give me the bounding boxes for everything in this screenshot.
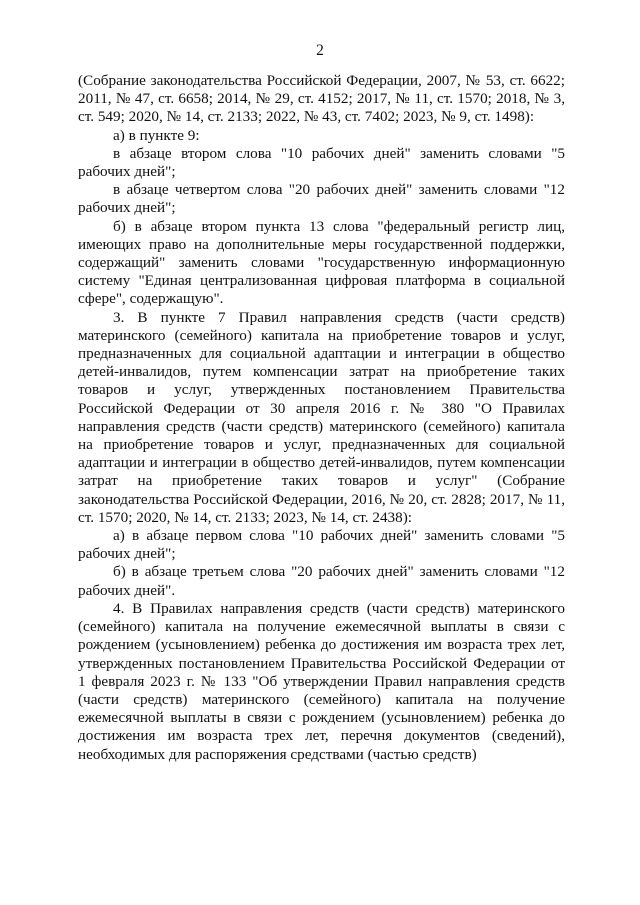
paragraph-item-3: 3. В пункте 7 Правил направления средств (части средств) материнского (семейного) капитала на приобретение товаров и услуг, предназначенных для социальной адаптации и интеграции в общество детей-инвалидов, путем компенсации затрат на приобретение таких товаров и услуг, утвержденных постановлением Правительства Российской Федерации от 30 апреля 2016 г. № 380 "О Правилах направления средств (части средств) материнского (семейного) капитала на приобретение товаров и услуг, предназначенных для социальной адаптации и интеграции в общество детей-инвалидов, путем компенсации затрат на приобретение таких товаров и услуг" (Собрание законодательства Российской Федерации, 2016, № 20, ст. 2828; 2017, № 11, ст. 1570; 2020, № 14, ст. 2133; 2023, № 14, ст. 2438): (78, 308, 565, 526)
paragraph-item-3-subitem-b: б) в абзаце третьем слова "20 рабочих дней" заменить словами "12 рабочих дней". (78, 563, 565, 599)
document-body (78, 72, 565, 764)
paragraph-fourth-subparagraph-change: в абзаце четвертом слова "20 рабочих дней" заменить словами "12 рабочих дней"; (78, 181, 565, 217)
paragraph-item-3-subitem-a: а) в абзаце первом слова "10 рабочих дней" заменить словами "5 рабочих дней"; (78, 527, 565, 563)
paragraph-second-subparagraph-change: в абзаце втором слова "10 рабочих дней" заменить словами "5 рабочих дней"; (78, 144, 565, 181)
page-number: 2 (316, 42, 324, 59)
paragraph-item-4: 4. В Правилах направления средств (части средств) материнского (семейного) капитала на получение ежемесячной выплаты в связи с рождением (усыновлением) ребенка до достижения им возраста трех лет, утвержденных постановлением Правительства Российской Федерации от 1 февраля 2023 г. № 133 "Об утверждении Правил направления средств (части средств) материнского (семейного) капитала на получение ежемесячной выплаты в связи с рождением (усыновлением) ребенка до достижения им возраста трех лет, перечня документов (сведений), необходимых для распоряжения средствами (частью средств) (78, 599, 565, 763)
paragraph-citation-continuation: (Собрание законодательства Российской Федерации, 2007, № 53, ст. 6622; 2011, № 47, ст. 6658; 2014, № 29, ст. 4152; 2017, № 11, ст. 1570; 2018, № 3, ст. 549; 2020, № 14, ст. 2133; 2022, № 43, ст. 7402; 2023, № 9, ст. 1498): (78, 72, 565, 126)
paragraph-subitem-a-point-9: а) в пункте 9: (113, 126, 200, 144)
paragraph-subitem-b-point-13: б) в абзаце втором пункта 13 слова "федеральный регистр лиц, имеющих право на дополнительные меры государственной поддержки, содержащий" заменить словами "государственную информационную систему "Единая централизованная цифровая платформа в социальной сфере", содержащую". (78, 217, 565, 308)
